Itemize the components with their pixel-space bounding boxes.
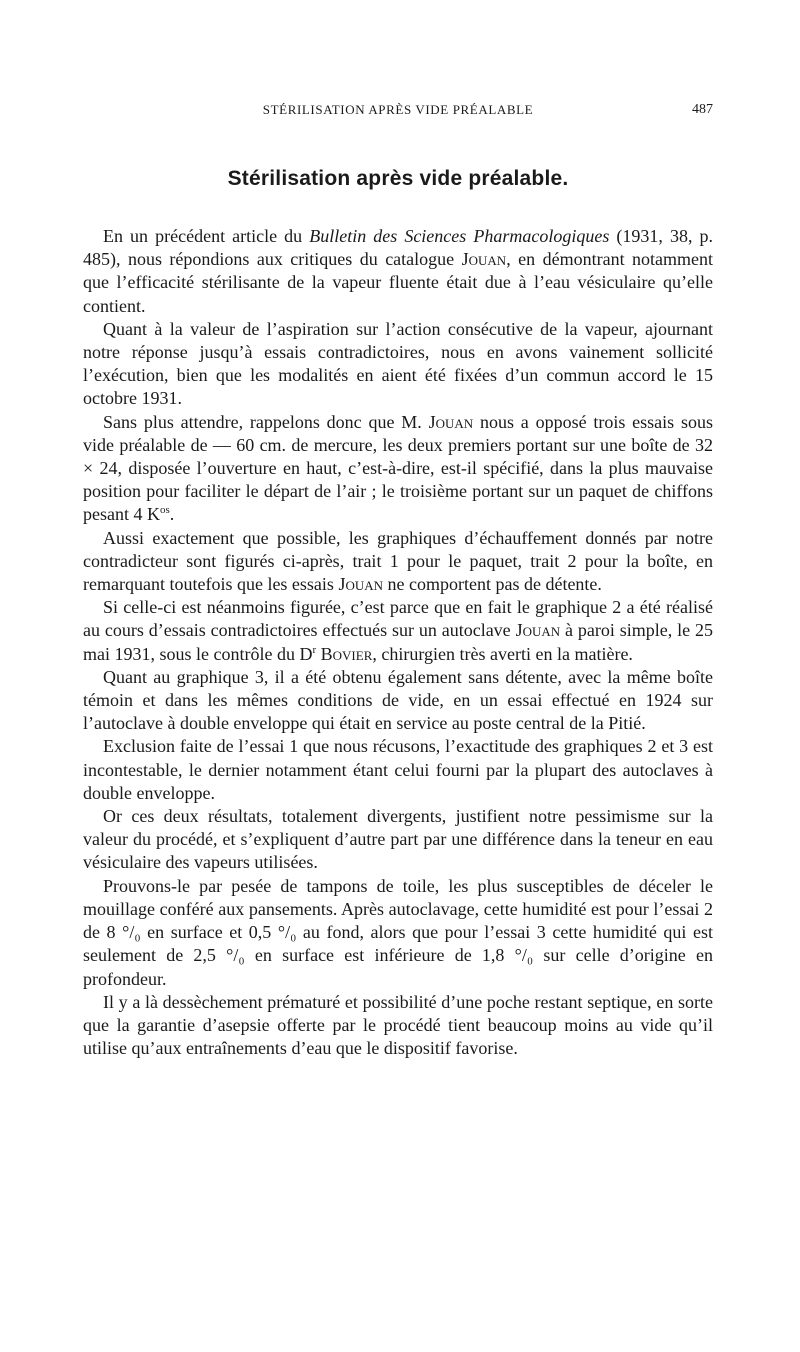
author-name-jouan: Jouan (428, 411, 474, 432)
paragraph-1-text-c: , en démontrant notamment que l’efficacité stérilisante de la vapeur fluente était due à l’eau vésiculaire qu’elle contient. (83, 249, 714, 316)
paragraph-5-text-b: à paroi simple, le 25 mai 1931, sous le contrôle du D (83, 620, 713, 664)
article-body (83, 225, 713, 1060)
paragraph-4-text-a: Aussi exactement que possible, les graphiques d’échauffement donnés par notre contradicteur sont figurés ci-après, trait 1 pour le paquet, trait 2 pour la boîte, en remarquant toutefois que les essais (83, 527, 713, 595)
paragraph-5-text-d: , chirurgien très averti en la matière. (372, 643, 633, 664)
page-number: 487 (692, 102, 713, 117)
author-name-bovier: Bovier (320, 643, 373, 664)
paragraph-1 (83, 225, 713, 318)
paragraph-8: Or ces deux résultats, totalement divergents, justifient notre pessimisme sur la valeur du procédé, et s’expliquent d’autre part par une différence dans la teneur en eau vésiculaire des vapeurs utilisées. (83, 806, 713, 873)
paragraph-9: Prouvons-le par pesée de tampons de toile, les plus susceptibles de déceler le mouillage conféré aux pansements. Après autoclavage, cette humidité est pour l’essai 2 de 8 °/₀ en surface et 0,5 °/₀ au fond, alors que pour l’essai 3 cette humidité qui est seulement de 2,5 °/₀ en surface est inférieure de 1,8 °/₀ sur celle d’origine en profondeur. (83, 875, 713, 989)
paragraph-3-text-c: . (169, 504, 175, 525)
running-header (83, 102, 713, 122)
paragraph-3-text-b: nous a opposé trois essais sous vide préalable de — 60 cm. de mercure, les deux premiers portant sur une boîte de 32 × 24, disposée l’ouverture en haut, c’est-à-dire, est-il spécifié, dans la plus mauvaise position pour faciliter le départ de l’air ; le troisième portant sur un paquet de chiffons pesant 4 K (83, 411, 713, 525)
journal-title: Bulletin des Sciences Pharmacologiques (309, 226, 610, 246)
superscript-os: os (159, 504, 170, 517)
paragraph-3 (83, 411, 713, 527)
paragraph-3-text-a: Sans plus attendre, rappelons donc que M. (103, 411, 429, 432)
paragraph-5-text-a: Si celle-ci est néanmoins figurée, c’est parce que en fait le graphique 2 a été réalisé au cours d’essais contradictoires effectués sur un autoclave (83, 597, 713, 641)
paragraph-2: Quant à la valeur de l’aspiration sur l’action consécutive de la vapeur, ajournant notre réponse jusqu’à essais contradictoires, nous en avons vainement sollicité l’exécution, bien que les modalités en aient été fixées d’un commun accord le 15 octobre 1931. (83, 318, 713, 409)
paragraph-10: Il y a là dessèchement prématuré et possibilité d’une poche restant septique, en sorte que la garantie d’asepsie offerte par le procédé tient beaucoup moins au vide qu’il utilise qu’aux entraînements d’eau que le dispositif favorise. (83, 991, 713, 1059)
author-name-jouan: Jouan (515, 620, 561, 641)
paragraph-4-text-b: ne comportent pas de détente. (383, 574, 602, 595)
paragraph-1-text-a: En un précédent article du (103, 226, 310, 246)
author-name-jouan: Jouan (461, 249, 507, 270)
paragraph-7: Exclusion faite de l’essai 1 que nous récusons, l’exactitude des graphiques 2 et 3 est incontestable, le dernier notamment étant celui fourni par la plupart des autoclaves à double enveloppe. (83, 736, 713, 803)
author-name-jouan: Jouan (338, 574, 383, 595)
paragraph-4 (83, 527, 713, 597)
paragraph-6: Quant au graphique 3, il a été obtenu également sans détente, avec la même boîte témoin et dans les mêmes conditions de vide, en un essai effectué en 1924 sur l’autoclave à double enveloppe qui était en service au poste central de la Pitié. (83, 666, 713, 734)
paragraph-1-text-b: (1931, 38, p. 485), nous répondions aux critiques du catalogue (83, 226, 713, 270)
paragraph-5 (83, 596, 713, 666)
article-title: Stérilisation après vide préalable. (227, 167, 569, 190)
running-title: STÉRILISATION APRÈS VIDE PRÉALABLE (262, 102, 534, 117)
superscript-r: r (312, 643, 317, 656)
